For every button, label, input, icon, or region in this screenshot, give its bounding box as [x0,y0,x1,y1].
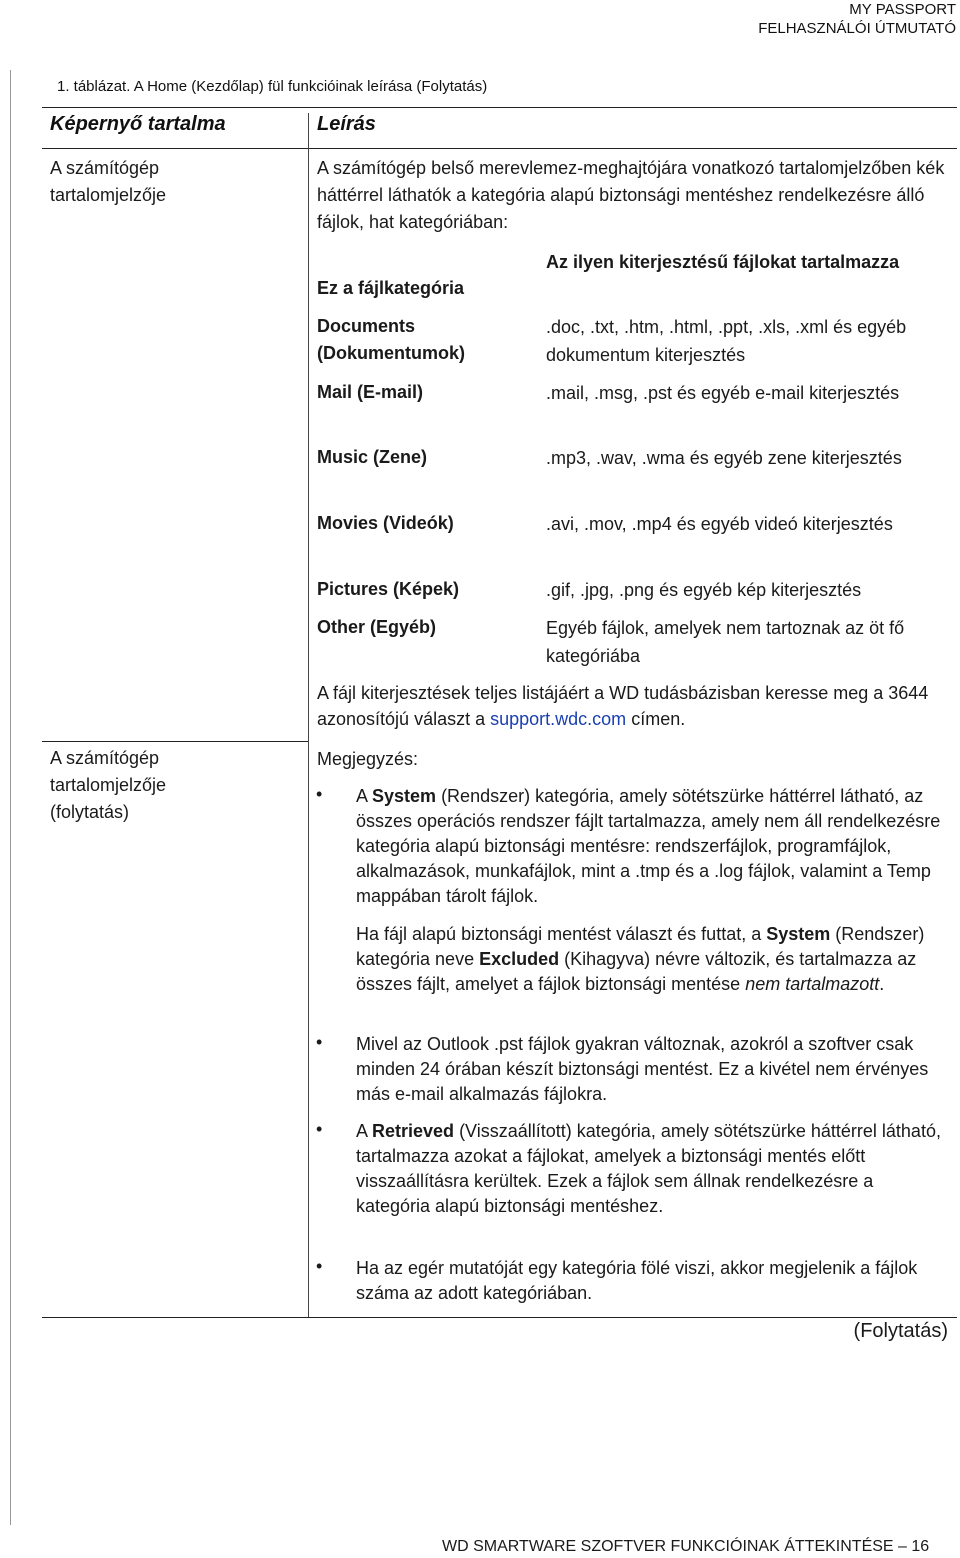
full-list-text: A fájl kiterjesztések teljes listájáért a WD tudásbázisban keresse meg a 3644 azonosítójú választ a [317,683,929,729]
category-column-header: Ez a fájlkategória [317,278,465,298]
bullet-marker: • [316,784,323,804]
bold-term: Retrieved [372,1121,455,1141]
text-run: (Rendszer) kategória, amely sötétszürke háttérrel látható, az összes operációs rendszer fájlt tartalmazza, amely nem áll rendelkezésre kategória alapú biztonsági mentésre: rendszerfájlok, programfájlok, alkalmazások, munkafájlok, mint a .tmp és a .log fájlok, valamint a Temp mappában tárolt fájlok. [356,786,941,906]
category-name: Other (Egyéb) [317,617,437,637]
note-label: Megjegyzés: [317,749,419,769]
text-run: (Visszaállított) kategória, amely sötétszürke háttérrel látható, tartalmazza azokat a fájlokat, amelyek a biztonsági mentés előtt visszaállításra kerültek. Ezek a fájlok sem állnak rendelkezésre a kategória alapú biztonsági mentéshez. [356,1121,941,1216]
category-extensions: .mp3, .wav, .wma és egyéb zene kiterjesztés [546,448,902,468]
bold-term: System [372,786,437,806]
category-extensions: .mail, .msg, .pst és egyéb e-mail kiterjesztés [546,383,900,403]
extension-column-header: Az ilyen kiterjesztésű fájlokat tartalmazza [546,252,900,272]
full-list-end: címen. [631,709,686,729]
text-run: . [879,974,885,994]
left-cell-line: (folytatás) [50,802,130,822]
italic-term: nem tartalmazott [745,974,880,994]
category-extensions: Egyéb fájlok, amelyek nem tartoznak az öt fő kategóriába [546,618,905,666]
column-header-description: Leírás [317,113,376,135]
bullet-system [356,784,948,909]
header-doc-title: FELHASZNÁLÓI ÚTMUTATÓ [758,20,956,37]
margin-rule [10,70,11,1525]
left-cell-computer-continued [50,745,166,826]
category-extensions: .gif, .jpg, .png és egyéb kép kiterjesztés [546,580,862,600]
category-name: Movies (Videók) [317,513,454,533]
bullet-marker: • [316,1256,323,1276]
category-name: Music (Zene) [317,447,428,467]
category-extensions: .avi, .mov, .mp4 és egyéb videó kiterjesztés [546,514,893,534]
bold-term: System [766,924,831,944]
caption-divider [42,107,957,108]
category-extensions: .doc, .txt, .htm, .html, .ppt, .xls, .xml és egyéb dokumentum kiterjesztés [546,317,907,365]
bullet-outlook: Mivel az Outlook .pst fájlok gyakran változnak, azokról a szoftver csak minden 24 órában készít biztonsági mentést. Ez a kivétel nem érvényes más e-mail alkalmazás fájlokra. [356,1034,929,1104]
header-product: MY PASSPORT [849,1,956,18]
category-name: Mail (E-mail) [317,382,424,402]
text-run: (Rendszer) kategória neve [356,924,925,969]
intro-paragraph: A számítógép belső merevlemez-meghajtójára vonatkozó tartalomjelzőben kék háttérrel láthatók a kategória alapú biztonsági mentéshez rendelkezésre álló fájlok, hat kategóriában: [317,158,945,232]
bullet-marker: • [316,1032,323,1052]
bullet-mouse-hover: Ha az egér mutatóját egy kategória fölé viszi, akkor megjelenik a fájlok száma az adott kategóriában. [356,1258,918,1303]
bullet-retrieved [356,1119,948,1219]
text-run: A [356,1121,373,1141]
column-header-screen: Képernyő tartalma [50,113,226,135]
left-cell-line: A számítógép [50,748,160,768]
header-divider [42,148,957,149]
continued-label: (Folytatás) [853,1320,948,1342]
left-cell-line: tartalomjelzője [50,185,167,205]
text-run: (Kihagyva) névre változik, és tartalmazza az összes fájlt, amelyet a fájlok biztonsági mentése [356,949,917,994]
bullet-marker: • [316,1119,323,1139]
left-cell-line: tartalomjelzője [50,775,167,795]
text-run: A [356,786,373,806]
full-list-paragraph [317,680,947,732]
bold-term: Excluded [479,949,560,969]
support-link[interactable]: support.wdc.com [490,709,627,729]
column-divider [308,113,309,1318]
category-name: Documents (Dokumentumok) [317,316,465,363]
table-caption: 1. táblázat. A Home (Kezdőlap) fül funkcióinak leírása (Folytatás) [57,78,488,95]
page-footer: WD SMARTWARE SZOFTVER FUNKCIÓINAK ÁTTEKINTÉSE – 16 [442,1538,930,1555]
left-cell-computer [50,155,166,209]
row-divider [42,741,308,742]
table-bottom-border [42,1317,957,1318]
text-run: Ha fájl alapú biztonsági mentést választ és futtat, a [356,924,767,944]
bullet-system-paragraph-2 [356,922,948,997]
left-cell-line: A számítógép [50,158,160,178]
category-name: Pictures (Képek) [317,579,460,599]
running-header [758,0,956,38]
